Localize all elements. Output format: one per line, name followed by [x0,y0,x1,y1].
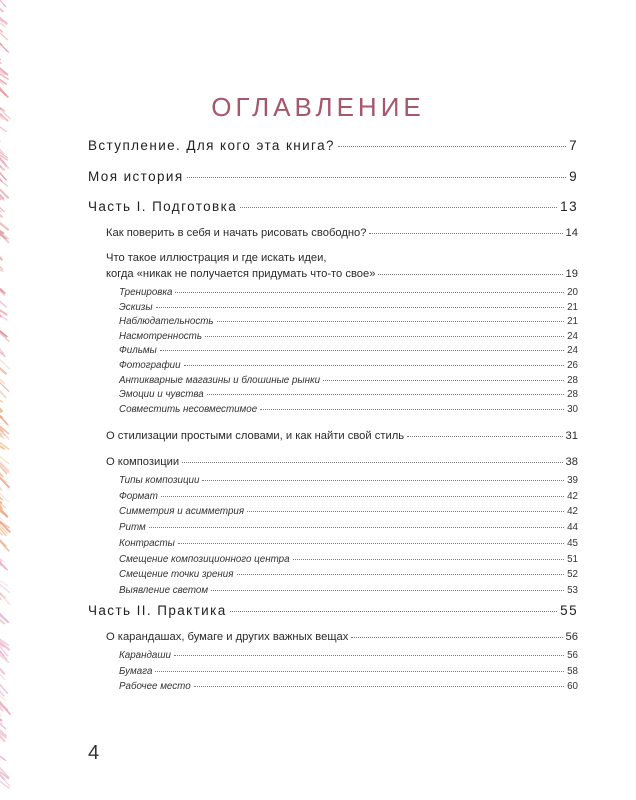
toc-subentry-label: Тренировка [119,287,173,298]
page-number: 4 [88,742,100,764]
toc-leader-dots [149,527,564,528]
toc-leader-dots [323,380,564,381]
toc-leader-dots [155,671,564,672]
toc-subentry-label: Насмотренность [119,330,202,342]
toc-subentry-label: Формат [119,490,158,502]
toc-entry-label: Как поверить в себя и начать рисовать свободно? [106,227,367,239]
toc-subentry [119,475,578,486]
toc-leader-dots [293,559,565,560]
toc-subentry-page: 24 [567,330,578,342]
toc-entry-composition [106,456,578,468]
toc-entry-story [88,169,578,184]
toc-entry-label: когда «никак не получается придумать что-то свое» [106,268,376,280]
toc-subentry-label: Фильмы [119,345,157,357]
toc-subentry-page: 28 [567,389,578,401]
toc-subentry [119,681,578,692]
toc-entry-label: Часть II. Практика [88,603,227,618]
toc-subentry [119,404,578,415]
toc-entry-page: 13 [560,199,578,214]
toc-subentry-page: 42 [567,506,578,518]
toc-subentry-page: 60 [567,681,578,692]
toc-subentry-label: Смещение композиционного центра [119,553,290,565]
toc-subentry-page: 28 [567,374,578,386]
toc-entry-label: О карандашах, бумаге и других важных вещах [106,631,349,643]
toc-leader-dots [260,409,564,410]
toc-subentry-page: 45 [567,537,578,549]
toc-subentry-page: 56 [567,650,578,661]
toc-subentry [119,287,578,298]
page-title: ОГЛАВЛЕНИЕ [211,92,425,122]
toc-subentry-label: Симметрия и асимметрия [119,506,245,518]
toc-leader-dots [217,321,565,322]
toc-subentry [119,345,578,356]
toc-entry-page: 9 [569,169,578,184]
toc-subentry-page: 52 [567,569,578,581]
toc-leader-dots [378,274,562,275]
toc-leader-dots [187,177,567,178]
toc-subentry-page: 26 [567,360,578,371]
toc-subentry [119,316,578,327]
toc-subentry-label: Контрасты [119,537,175,549]
toc-subentry [119,666,578,677]
toc-entry-part1 [88,199,578,214]
toc-leader-dots [182,462,562,463]
toc-entry-page: 31 [565,430,578,442]
toc-leader-dots [407,436,562,437]
toc-entry-label: О композиции [106,456,180,468]
toc-entry-page: 7 [569,138,578,153]
toc-entry-illustration-line1: Что такое иллюстрация и где искать идеи, [106,252,327,264]
toc-subentry-page: 44 [567,522,578,534]
toc-subentry [119,360,578,371]
toc-subentry-label: Наблюдательность [119,316,214,328]
toc-entry-page: 38 [565,456,578,468]
toc-subentry [119,554,578,565]
toc-subentry-page: 42 [567,490,578,502]
toc-subentry [119,302,578,313]
toc-subentry [119,569,578,580]
toc-subentry-label: Эскизы [119,301,153,313]
toc-subentry [119,506,578,517]
toc-leader-dots [178,543,564,544]
toc-leader-dots [240,207,557,208]
toc-leader-dots [156,307,565,308]
toc-leader-dots [160,350,564,351]
toc-subentry-page: 21 [567,316,578,328]
toc-leader-dots [237,574,565,575]
toc-subentry [119,522,578,533]
toc-subentry-page: 24 [567,345,578,357]
toc-subentry [119,375,578,386]
toc-entry-page: 56 [565,631,578,643]
toc-entry-pencils [106,631,578,643]
toc-leader-dots [338,146,566,147]
toc-leader-dots [369,233,562,234]
toc-entry-label: Моя история [88,169,184,184]
toc-subentry [119,331,578,342]
toc-entry-page: 55 [560,603,578,618]
toc-subentry-label: Рабочее место [119,681,191,692]
toc-leader-dots [247,511,564,512]
toc-subentry-label: Бумага [119,665,153,677]
toc-leader-dots [207,394,564,395]
toc-subentry-page: 51 [567,553,578,565]
toc-entry-illustration [106,268,578,280]
toc-entry-label: О стилизации простыми словами, и как найти свой стиль [106,430,405,442]
toc-subentry-label: Карандаши [119,650,171,661]
toc-leader-dots [230,611,558,612]
toc-subentry-page: 58 [567,665,578,677]
toc-leader-dots [184,365,565,366]
toc-leader-dots [175,292,564,293]
toc-entry-intro [88,138,578,153]
toc-entry-label: Часть I. Подготовка [88,199,238,214]
toc-leader-dots [202,480,564,481]
toc-subentry-label: Выявление светом [119,584,209,596]
toc-entry-label: Вступление. Для кого эта книга? [88,138,335,153]
toc-subentry-page: 21 [567,301,578,313]
toc-subentry-label: Совместить несовместимое [119,403,258,415]
toc-entry-page: 19 [565,268,578,280]
toc-subentry [119,585,578,596]
toc-subentry-label: Фотографии [119,360,181,371]
toc-subentry-label: Смещение точки зрения [119,569,234,581]
toc-subentry [119,538,578,549]
toc-entry-believe [106,227,578,239]
toc-entry-stylization [106,430,578,442]
toc-leader-dots [161,496,564,497]
toc-leader-dots [194,686,564,687]
toc-entry-part2 [88,603,578,618]
toc-subentry-label: Типы композиции [119,475,200,486]
toc-subentry-page: 39 [567,475,578,486]
toc-subentry-label: Ритм [119,522,146,534]
toc-leader-dots [205,336,564,337]
toc-subentry-page: 20 [567,287,578,298]
toc-subentry-label: Эмоции и чувства [119,389,204,401]
toc-leader-dots [174,655,564,656]
toc-subentry-page: 30 [567,403,578,415]
toc-subentry [119,389,578,400]
toc-subentry [119,491,578,502]
toc-subentry [119,650,578,661]
toc-entry-page: 14 [565,227,578,239]
toc-leader-dots [211,590,564,591]
toc-leader-dots [351,637,562,638]
toc-subentry-label: Антикварные магазины и блошиные рынки [119,374,321,386]
toc-subentry-page: 53 [567,584,578,596]
